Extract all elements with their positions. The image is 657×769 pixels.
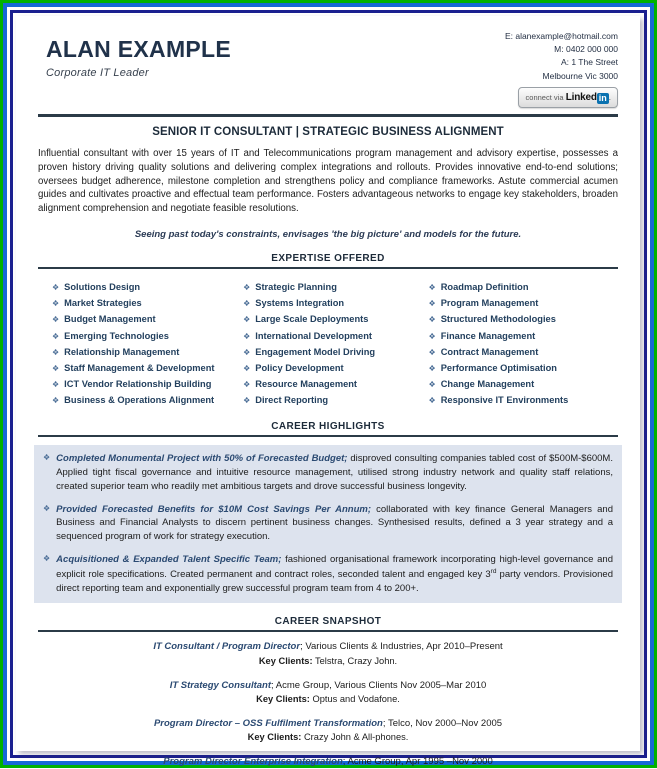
diamond-bullet-icon: ❖ — [428, 396, 436, 406]
diamond-bullet-icon: ❖ — [52, 380, 60, 390]
contact-address-value: 1 The Street — [571, 57, 618, 68]
expertise-item — [52, 392, 243, 408]
highlight-item — [43, 452, 613, 493]
expertise-item-label: Solutions Design — [64, 282, 141, 293]
diamond-bullet-icon: ❖ — [52, 363, 60, 373]
expertise-grid — [38, 277, 618, 408]
highlight-body: collaborated with key finance General Managers and Business and Financial Analysts to discern pertinent business changes. Synthesised results, defined a 3 year strategy and a sequenced program of work for strategy execution. — [56, 503, 614, 543]
expertise-item — [243, 328, 428, 344]
snapshot-clients-label: Key Clients: — [247, 732, 302, 743]
linkedin-in-icon: in — [598, 92, 607, 103]
expertise-item-label: Policy Development — [255, 362, 344, 373]
snapshot-entry — [38, 717, 618, 745]
highlight-lead: Provided Forecasted Benefits for $10M Cost Savings Per Annum; — [56, 503, 371, 515]
expertise-item-label: Structured Methodologies — [440, 314, 556, 325]
expertise-item-label: Budget Management — [64, 314, 156, 325]
diamond-bullet-icon: ❖ — [243, 380, 251, 390]
expertise-item — [52, 295, 243, 311]
diamond-bullet-icon: ❖ — [43, 453, 51, 463]
highlight-item — [43, 503, 613, 544]
expertise-item — [52, 344, 243, 360]
highlights-box — [34, 445, 622, 603]
snapshot-entry — [38, 679, 618, 707]
header-divider — [38, 114, 618, 117]
expertise-item — [243, 392, 428, 408]
highlights-divider — [38, 435, 618, 437]
highlight-lead: Completed Monumental Project with 50% of Forecasted Budget; — [56, 453, 348, 465]
diamond-bullet-icon: ❖ — [428, 347, 436, 357]
section-title-snapshot: CAREER SNAPSHOT — [274, 616, 382, 628]
snapshot-clients-label: Key Clients: — [256, 693, 310, 704]
snapshot-list — [38, 640, 618, 769]
expertise-item — [243, 376, 428, 392]
snapshot-role-name: Program Director Enterprise Integration — [163, 756, 343, 767]
snapshot-role-line — [38, 717, 618, 731]
expertise-item — [52, 279, 243, 295]
snapshot-role-detail: ; Acme Group, Apr 1995 –Nov 2000 — [342, 756, 493, 767]
expertise-item — [243, 279, 428, 295]
headline-title: SENIOR IT CONSULTANT | STRATEGIC BUSINESS ALIGNMENT — [152, 126, 504, 139]
diamond-bullet-icon: ❖ — [52, 331, 60, 341]
resume-header — [38, 28, 618, 108]
expertise-item-label: Engagement Model Driving — [255, 346, 376, 357]
diamond-bullet-icon: ❖ — [243, 283, 251, 293]
snapshot-clients-label: Key Clients: — [258, 655, 313, 666]
expertise-item-label: Finance Management — [440, 330, 536, 341]
contact-email-label: E: — [504, 31, 513, 41]
diamond-bullet-icon: ❖ — [243, 315, 251, 325]
expertise-item — [429, 344, 614, 360]
expertise-item — [429, 328, 614, 344]
expertise-item-label: Emerging Technologies — [64, 330, 169, 341]
expertise-item — [243, 311, 428, 327]
diamond-bullet-icon: ❖ — [428, 380, 436, 390]
expertise-item — [429, 376, 614, 392]
diamond-bullet-icon: ❖ — [243, 331, 251, 341]
snapshot-role-detail: ; Telco, Nov 2000–Nov 2005 — [382, 717, 503, 729]
diamond-bullet-icon: ❖ — [428, 299, 436, 309]
diamond-bullet-icon: ❖ — [52, 347, 60, 357]
snapshot-clients-line — [38, 693, 618, 707]
diamond-bullet-icon: ❖ — [428, 283, 436, 293]
contact-email-value[interactable]: alanexample@hotmail.com — [515, 31, 618, 41]
diamond-bullet-icon: ❖ — [243, 396, 251, 406]
diamond-bullet-icon: ❖ — [52, 315, 60, 325]
expertise-item — [52, 311, 243, 327]
expertise-item — [243, 295, 428, 311]
expertise-item — [52, 360, 243, 376]
contact-city-line: Melbourne Vic 3000 — [542, 70, 618, 81]
diamond-bullet-icon: ❖ — [428, 363, 436, 373]
snapshot-role-line — [38, 755, 618, 769]
ordinal-suffix: rd — [490, 567, 497, 575]
contact-mobile-line — [505, 43, 618, 56]
expertise-item-label: Responsive IT Environments — [440, 395, 569, 406]
contact-mobile-label: M: — [554, 44, 564, 55]
linkedin-wordmark: Linked — [565, 91, 597, 103]
diamond-bullet-icon: ❖ — [43, 503, 51, 513]
snapshot-entry — [38, 755, 618, 769]
contact-address-line — [505, 56, 618, 69]
highlight-body: disproved consulting companies tabled cost of $500M-$600M. Applied tight fiscal governance and intuitive resource management, utilised strong industry network and quality staff relations, created superior team who readily met ambitious targets and drove successful business longevity. — [56, 453, 613, 492]
expertise-item-label: Roadmap Definition — [440, 282, 529, 293]
diamond-bullet-icon: ❖ — [52, 299, 60, 309]
expertise-item-label: Staff Management & Development — [64, 362, 215, 373]
diamond-bullet-icon: ❖ — [428, 315, 436, 325]
diamond-bullet-icon: ❖ — [243, 299, 251, 309]
expertise-item-label: Program Management — [440, 298, 539, 309]
expertise-item-label: International Development — [255, 330, 372, 341]
contact-mobile-value: 0402 000 000 — [566, 44, 618, 55]
expertise-item — [429, 295, 614, 311]
highlight-text — [56, 553, 613, 595]
expertise-item-label: Change Management — [440, 379, 535, 390]
expertise-item-label: Relationship Management — [64, 346, 180, 357]
snapshot-clients-line — [38, 731, 618, 745]
snapshot-divider — [38, 630, 618, 632]
snapshot-role-line — [38, 640, 618, 654]
contact-address-label: A: — [560, 57, 569, 68]
snapshot-role-detail: ; Acme Group, Various Clients Nov 2005–Mar 2010 — [271, 679, 487, 691]
expertise-item — [52, 328, 243, 344]
diamond-bullet-icon: ❖ — [243, 363, 251, 373]
expertise-item — [243, 360, 428, 376]
expertise-item-label: Performance Optimisation — [440, 362, 557, 373]
snapshot-clients-line — [38, 655, 618, 669]
resume-page — [16, 16, 640, 767]
linkedin-dot: . — [608, 92, 611, 102]
snapshot-clients-value: Optus and Vodafone. — [309, 693, 400, 704]
professional-summary: Influential consultant with over 15 years of IT and Telecommunications program management and advisory expertise, possesses a proven history driving quality solutions and delivering complex integrations and rollouts. Provides innovative end-to-end solutions; oversees budget adherence, milestone completion and strengthens policy and compliance frameworks. Astute commercial acumen guides and cultivates proactive and effectual team performance. Fosters advantageous networks to engage key stakeholders, broaden alignment comprehension and negotiate feasible resolutions. — [38, 148, 618, 215]
expertise-item-label: ICT Vendor Relationship Building — [64, 379, 212, 390]
diamond-bullet-icon: ❖ — [52, 283, 60, 293]
expertise-item-label: Direct Reporting — [255, 395, 329, 406]
expertise-item-label: Business & Operations Alignment — [64, 395, 215, 406]
expertise-item — [429, 392, 614, 408]
name-block — [38, 28, 231, 79]
candidate-subtitle: Corporate IT Leader — [46, 67, 149, 79]
diamond-bullet-icon: ❖ — [43, 553, 51, 563]
section-title-expertise: EXPERTISE OFFERED — [271, 253, 385, 265]
expertise-item — [429, 311, 614, 327]
snapshot-role-name: IT Strategy Consultant — [169, 679, 272, 691]
expertise-item-label: Systems Integration — [255, 298, 345, 309]
snapshot-clients-value: Telstra, Crazy John. — [312, 655, 398, 666]
candidate-name: ALAN EXAMPLE — [46, 36, 232, 62]
snapshot-role-detail: ; Various Clients & Industries, Apr 2010–Present — [300, 641, 503, 653]
expertise-item — [429, 279, 614, 295]
snapshot-entry — [38, 640, 618, 668]
diamond-bullet-icon: ❖ — [243, 347, 251, 357]
expertise-item — [52, 376, 243, 392]
diamond-bullet-icon: ❖ — [52, 396, 60, 406]
highlight-text — [56, 452, 613, 493]
summary-tagline: Seeing past today's constraints, envisages 'the big picture' and models for the future. — [134, 229, 522, 241]
contact-block — [505, 28, 618, 108]
section-title-highlights: CAREER HIGHLIGHTS — [271, 421, 385, 433]
highlight-lead: Acquisitioned & Expanded Talent Specific Team; — [56, 553, 282, 565]
diamond-bullet-icon: ❖ — [428, 331, 436, 341]
snapshot-clients-value: Crazy John & All-phones. — [301, 732, 409, 743]
snapshot-role-line — [38, 679, 618, 693]
linkedin-pre-label: connect via — [525, 92, 564, 102]
highlight-body: fashioned organisational framework incorporating high-level governance and explicit role specifications. Created permanent and contract roles, seconded talent and engaged key 3rd party vendors. Provisioned direct reporting team and exponentially grew successful program team from 4 to 200+. — [56, 553, 613, 594]
expertise-item-label: Contract Management — [440, 346, 539, 357]
expertise-item-label: Resource Management — [255, 379, 358, 390]
expertise-item-label: Market Strategies — [64, 298, 142, 309]
snapshot-role-name: Program Director – OSS Fulfilment Transformation — [153, 717, 383, 729]
expertise-item — [243, 344, 428, 360]
highlight-text — [56, 503, 613, 544]
expertise-divider — [38, 267, 618, 269]
contact-email-line — [505, 30, 618, 43]
expertise-item-label: Strategic Planning — [255, 282, 337, 293]
linkedin-connect-badge[interactable] — [518, 87, 618, 109]
expertise-item-label: Large Scale Deployments — [255, 314, 369, 325]
highlight-item — [43, 553, 613, 595]
snapshot-role-name: IT Consultant / Program Director — [153, 641, 301, 653]
expertise-item — [429, 360, 614, 376]
